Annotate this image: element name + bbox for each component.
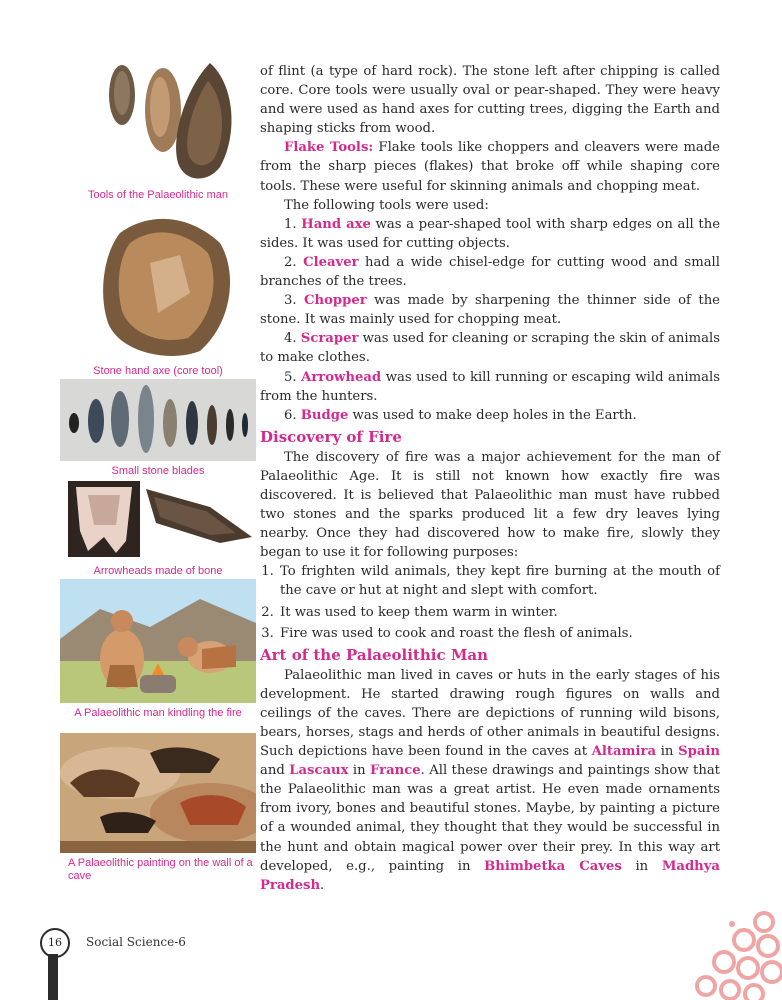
- keyword-cleaver: Cleaver: [303, 254, 359, 270]
- heading-discovery-of-fire: Discovery of Fire: [260, 427, 402, 446]
- keyword-chopper: Chopper: [304, 293, 367, 309]
- list-item: 5. Arrowhead was used to kill running or escaping wild animals from the hunters.: [260, 369, 720, 404]
- image-bone-arrowheads: [60, 481, 256, 561]
- list-item: 3. Chopper was made by sharpening the thinner side of the stone. It was mainly used for chopping meat.: [260, 293, 720, 328]
- caption: Stone hand axe (core tool): [93, 365, 223, 377]
- list-item: 6. Budge was used to make deep holes in the Earth.: [284, 407, 637, 423]
- caption: Small stone blades: [111, 465, 205, 477]
- caption: Arrowheads made of bone: [93, 565, 223, 577]
- page-number: 16: [40, 928, 70, 958]
- tools-list: [260, 215, 720, 425]
- main-text: [260, 62, 720, 895]
- caption: A Palaeolithic painting on the wall of a cave: [68, 857, 253, 882]
- keyword-france: France: [369, 763, 421, 779]
- figure-kindling-fire: [60, 579, 256, 720]
- list-item: 4. Scraper was used for cleaning or scraping the skin of animals to make clothes.: [260, 331, 720, 366]
- keyword-altamira: Altamira: [591, 744, 657, 760]
- keyword-spain: Spain: [678, 744, 720, 760]
- paragraph-art: Palaeolithic man lived in caves or huts in the early stages of his development. He started drawing rough figures on walls and ceilings of the caves. There are depictions of running wild bisons, bears, horses, stags and herds of other animals in beautiful designs. Such depictions have been found in the caves at Altamira in Spain and Lascaux in France. All these drawings and paintings show that the Palaeolithic man was a great artist. He even made ornaments from ivory, bones and beautiful stones. Maybe, by painting a picture of a wounded animal, they thought that they would be successful in the hunt and obtain magical power over their prey. In this way art developed, e.g., painting in Bhimbetka Caves in Madhya Pradesh.: [260, 667, 720, 893]
- heading-art-palaeolithic: Art of the Palaeolithic Man: [260, 645, 489, 664]
- keyword-madhya-pradesh: Madhya Pradesh: [260, 858, 720, 893]
- keyword-budge: Budge: [300, 407, 349, 423]
- page-footer: [40, 928, 340, 988]
- figure-cave-painting: [60, 733, 256, 883]
- list-item: 2. It was used to keep them warm in winter.: [278, 603, 720, 622]
- keyword-arrowhead: Arrowhead: [301, 369, 382, 385]
- figure-palaeolithic-tools: [60, 55, 256, 202]
- image-hand-axe: [60, 203, 256, 361]
- fire-uses-list: [260, 562, 720, 642]
- list-item: 2. Cleaver had a wide chisel-edge for cutting wood and small branches of the trees.: [260, 254, 720, 290]
- book-title: Social Science-6: [86, 935, 186, 949]
- figure-stone-blades: [60, 379, 256, 478]
- tools-intro: The following tools were used:: [284, 197, 489, 213]
- paragraph-core-tools: of flint (a type of hard rock). The stone left after chipping is called core. Core tools were usually oval or pear-shaped. They were heavy and were used as hand axes for cutting trees, digging the Earth and shaping sticks from wood.: [260, 64, 720, 137]
- image-stone-blades: [60, 379, 256, 461]
- keyword-scraper: Scraper: [300, 331, 359, 347]
- image-kindling-fire: [60, 579, 256, 703]
- keyword-bhimbetka: Bhimbetka Caves: [484, 858, 622, 874]
- keyword-lascaux: Lascaux: [289, 763, 349, 779]
- image-cave-painting: [60, 733, 256, 853]
- figure-hand-axe: [60, 203, 256, 378]
- paragraph-discovery-of-fire: The discovery of fire was a major achievement for the man of Palaeolithic Age. It is still not known how exactly fire was discovered. It is believed that Palaeolithic man must have rubbed two stones and the sparks produced lit a few dry leaves lying nearby. Once they had discovered how to make fire, slowly they began to use it for following purposes:: [260, 449, 720, 561]
- caption: A Palaeolithic man kindling the fire: [74, 707, 242, 719]
- paragraph-flake-tools: Flake Tools: Flake tools like choppers and cleavers were made from the sharp pieces (flakes) that broke off while shaping core tools. These were useful for skinning animals and chopping meat.: [260, 140, 720, 194]
- decorative-circles-icon: [672, 910, 782, 1000]
- image-palaeolithic-tools: [60, 55, 256, 185]
- list-item: 3. Fire was used to cook and roast the flesh of animals.: [278, 624, 720, 643]
- figure-bone-arrowheads: [60, 481, 256, 578]
- caption: Tools of the Palaeolithic man: [87, 189, 229, 201]
- list-item: 1. To frighten wild animals, they kept fire burning at the mouth of the cave or hut at night and slept with comfort.: [278, 562, 720, 600]
- keyword-flake-tools: Flake Tools:: [284, 140, 374, 156]
- keyword-hand-axe: Hand axe: [301, 216, 371, 232]
- list-item: 1. Hand axe was a pear-shaped tool with sharp edges on all the sides. It was used for cutting objects.: [260, 216, 721, 251]
- page-marker-bar: [48, 954, 58, 1000]
